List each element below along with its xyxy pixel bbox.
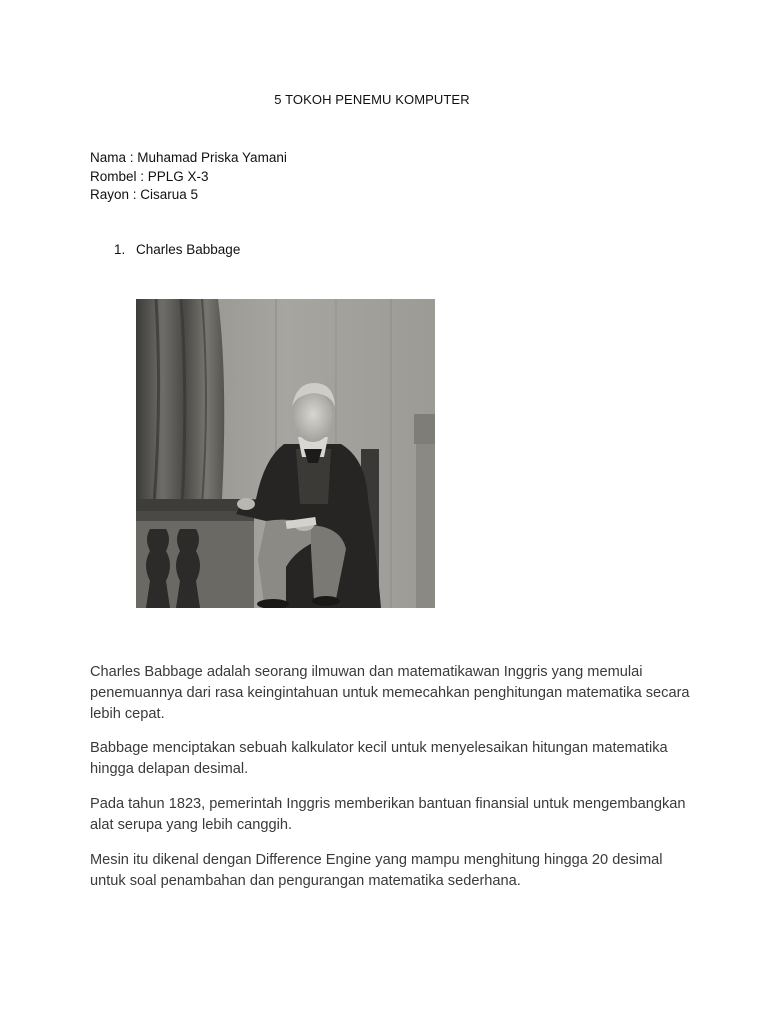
- portrait-photo-image: [136, 299, 435, 608]
- student-identity: [90, 149, 287, 205]
- identity-nama: Nama : Muhamad Priska Yamani: [90, 150, 287, 165]
- identity-rombel: Rombel : PPLG X-3: [90, 168, 209, 184]
- paragraph-1: Charles Babbage adalah seorang ilmuwan dan matematikawan Inggris yang memulai penemuannya dari rasa keingintahuan untuk memecahkan penghitungan matematika secara lebih cepat.: [90, 664, 690, 722]
- paragraph-3: Pada tahun 1823, pemerintah Inggris memberikan bantuan finansial untuk mengembangkan alat serupa yang lebih canggih.: [90, 796, 686, 833]
- list-item-label: Charles Babbage: [136, 242, 241, 257]
- paragraph-4: Mesin itu dikenal dengan Difference Engine yang mampu menghitung hingga 20 desimal untuk soal penambahan dan pengurangan matematika sederhana.: [90, 852, 663, 889]
- document-title: 5 TOKOH PENEMU KOMPUTER: [274, 92, 470, 107]
- portrait-photo: [136, 299, 435, 608]
- list-item: [114, 242, 240, 257]
- identity-rayon: Rayon : Cisarua 5: [90, 187, 199, 202]
- paragraph-2: Babbage menciptakan sebuah kalkulator kecil untuk menyelesaikan hitungan matematika hingga delapan desimal.: [90, 740, 668, 777]
- list-item-number: 1.: [114, 242, 126, 257]
